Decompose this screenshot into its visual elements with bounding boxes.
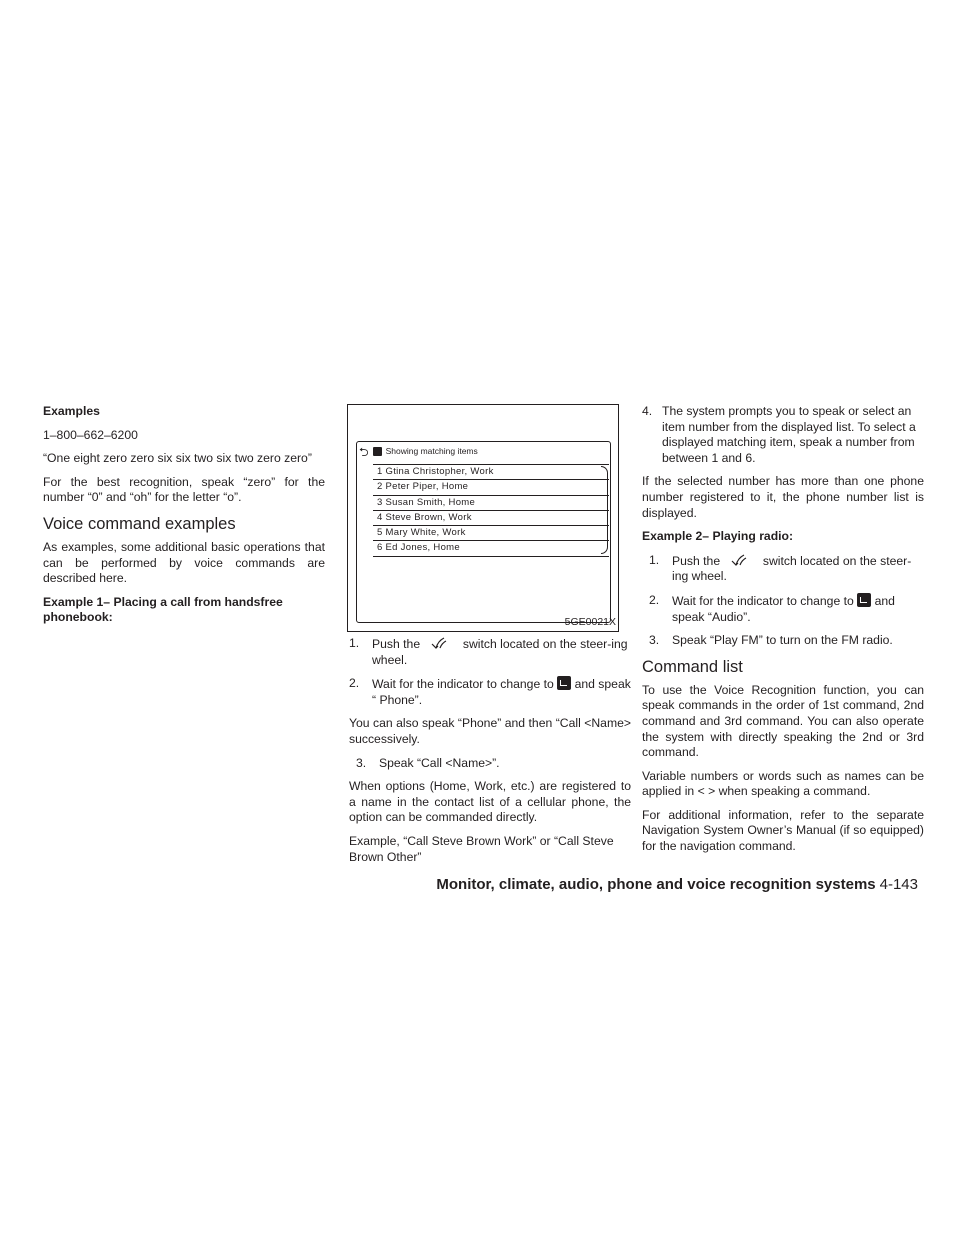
step-4 [642, 404, 924, 466]
indicator-icon [557, 676, 571, 690]
step-text: Push the [672, 553, 721, 568]
command-list-paragraph: To use the Voice Recognition function, you can speak commands in the order of 1st command, 2nd command and 3rd command. You can also operate the system with directly speaking the 2nd or 3rd command. [642, 682, 924, 760]
footer-section-title: Monitor, climate, audio, phone and voice recognition systems [436, 876, 876, 893]
step-text: Push the [372, 637, 421, 651]
step-text: switch located on the steer-ing wheel. [672, 553, 912, 584]
spoken-example: “One eight zero zero six six two six two zero zero” [43, 451, 312, 466]
step-number: 1. [349, 636, 360, 650]
list-item: 3 Susan Smith, Home [373, 496, 609, 511]
voice-indicator-icon [373, 447, 382, 456]
matching-items-figure [347, 404, 619, 632]
example1-heading: Example 1– Placing a call from handsfree phonebook: [43, 594, 283, 625]
step-number: 4. [642, 404, 653, 418]
section-title: Voice command examples [43, 514, 236, 533]
talk-switch-icon [724, 553, 760, 567]
back-arrow-icon: ⮌ [359, 444, 369, 459]
step-text: Speak “Play FM” to turn on the FM radio. [672, 633, 893, 648]
indicator-icon [857, 593, 871, 607]
command-list-title: Command list [642, 657, 743, 676]
section-intro: As examples, some additional basic operations that can be performed by voice commands are described here. [43, 539, 325, 586]
number-example: 1–800–662–6200 [43, 427, 138, 442]
step-number: 2. [649, 592, 660, 607]
list-scrollbar [601, 466, 608, 554]
list-item: 2 Peter Piper, Home [373, 480, 609, 495]
step-text: Speak “Call <Name>”. [379, 755, 500, 770]
screen-header-text: Showing matching items [385, 446, 478, 456]
command-list-paragraph: Variable numbers or words such as names can be applied in < > when speaking a command. [642, 768, 924, 799]
display-screen [356, 441, 611, 623]
step-number: 3. [649, 633, 660, 648]
step-text: and speak “ Phone”. [372, 677, 631, 707]
list-item: 1 Gtina Christopher, Work [373, 464, 609, 480]
radio-step-3 [642, 633, 924, 649]
step-3 [349, 756, 631, 772]
radio-step-1 [642, 553, 924, 585]
step-number: 2. [349, 676, 360, 691]
screen-header [359, 444, 478, 460]
matching-items-list [373, 464, 609, 557]
also-speak-note: You can also speak “Phone” and then “Call <Name> successively. [349, 716, 631, 746]
command-list-paragraph: For additional information, refer to the separate Navigation System Owner’s Manual (if so equipped) for the navigation command. [642, 807, 924, 854]
right-column [642, 404, 924, 863]
list-item: 5 Mary White, Work [373, 526, 609, 541]
page-footer [436, 876, 918, 893]
step-text: Wait for the indicator to change to [672, 593, 854, 608]
example2-heading: Example 2– Playing radio: [642, 529, 794, 544]
step-number: 3. [356, 755, 367, 770]
list-item: 6 Ed Jones, Home [373, 541, 609, 556]
step-2 [349, 676, 631, 708]
multi-number-note: If the selected number has more than one phone number registered to it, the phone number list is displayed. [642, 474, 924, 520]
call-example: Example, “Call Steve Brown Work” or “Call Steve Brown Other” [349, 833, 614, 864]
talk-switch-icon [424, 636, 460, 650]
step-text: Wait for the indicator to change to [372, 677, 554, 692]
step-1 [349, 636, 631, 668]
radio-step-2 [642, 593, 924, 625]
page-number: 4-143 [879, 876, 918, 893]
options-note: When options (Home, Work, etc.) are registered to a name in the contact list of a cellular phone, the option can be commanded directly. [349, 779, 631, 825]
step-number: 1. [649, 552, 660, 567]
step-text: switch located on the steer-ing wheel. [372, 637, 628, 667]
step-text: and speak “Audio”. [672, 593, 895, 624]
best-recognition-note: For the best recognition, speak “zero” for the number “0” and “oh” for the letter “o”. [43, 474, 325, 505]
step-text: The system prompts you to speak or select an item number from the displayed list. To select a displayed matching item, speak a number from between 1 and 6. [662, 404, 916, 465]
list-item: 4 Steve Brown, Work [373, 511, 609, 526]
left-column [43, 404, 325, 634]
examples-heading: Examples [43, 404, 100, 418]
figure-code: 5GE0021X [564, 616, 616, 629]
middle-column [349, 404, 631, 873]
